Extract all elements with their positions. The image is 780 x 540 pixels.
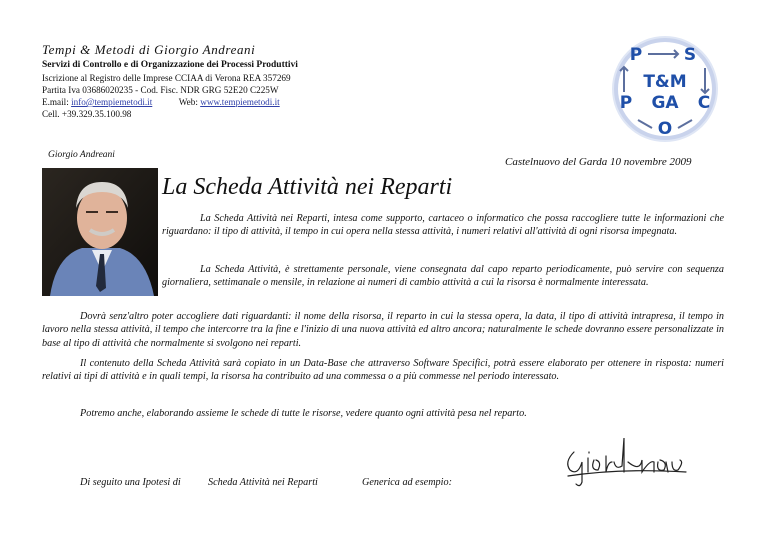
logo-letter: P bbox=[629, 45, 643, 65]
cell-line: Cell. +39.329.35.100.98 bbox=[42, 109, 132, 119]
vat-line: Partita Iva 03686020235 - Cod. Fisc. NDR GRG 52E20 C225W bbox=[42, 85, 279, 95]
email-link[interactable]: info@tempiemetodi.it bbox=[71, 97, 153, 107]
logo-letter: C bbox=[697, 93, 711, 113]
company-title: Tempi & Metodi di Giorgio Andreani bbox=[42, 42, 256, 57]
paragraph: Potremo anche, elaborando assieme le schede di tutte le risorse, vedere quanto ogni attività pesa nel reparto. bbox=[80, 408, 527, 419]
footer-text-2: Scheda Attività nei Reparti bbox=[208, 477, 318, 488]
logo-letter: P bbox=[619, 93, 633, 113]
contact-line bbox=[42, 97, 280, 107]
company-logo bbox=[610, 34, 720, 144]
logo-letter: O bbox=[657, 119, 673, 139]
footer-text-1: Di seguito una Ipotesi di bbox=[80, 477, 181, 488]
logo-letter: GA bbox=[651, 93, 679, 113]
paragraph: La Scheda Attività nei Reparti, intesa come supporto, cartaceo o informatico che possa raccogliere tutte le informazioni che riguardano: il tipo di attività, il tempo in cui opera nella stessa attività, i numeri relativi all'attività di ogni risorsa impegnata. bbox=[162, 213, 724, 238]
web-link[interactable]: www.tempiemetodi.it bbox=[200, 97, 280, 107]
footer-text-3: Generica ad esempio: bbox=[362, 477, 452, 488]
logo-letter: T&M bbox=[643, 72, 687, 92]
photo-caption: Giorgio Andreani bbox=[48, 150, 115, 160]
paragraph: Il contenuto della Scheda Attività sarà copiato in un Data-Base che attraverso Software Specifici, potrà essere elaborato per ottenere in risposta: numeri relativi ai tipi di attività e in quali tempi, la risorsa ha contribuito ad una commessa o a più commesse nel periodo interessato. bbox=[42, 358, 724, 383]
place-date: Castelnuovo del Garda 10 novembre 2009 bbox=[505, 156, 692, 168]
email-label: E.mail: bbox=[42, 97, 69, 107]
handwritten-signature bbox=[560, 432, 690, 488]
paragraph: La Scheda Attività, è strettamente personale, viene consegnata dal capo reparto periodicamente, può servire con sequenza giornaliera, settimanale o mensile, in relazione ai numeri di cambio attività a cui la risorsa è normalmente interessata. bbox=[162, 264, 724, 289]
web-label: Web: bbox=[178, 97, 198, 107]
registry-line: Iscrizione al Registro delle Imprese CCIAA di Verona REA 357269 bbox=[42, 73, 291, 83]
paragraph: Dovrà senz'altro poter accogliere dati riguardanti: il nome della risorsa, il reparto in cui la stessa opera, la data, il tipo di attività intrapresa, il tempo in lavoro nella stessa attività, il tempo che intercorre tra la fine e l'inizio di una nuova attività ed altro ancora; naturalmente le schede dovranno essere personalizzate in base al tipo di attività che normalmente si svolgono nei reparti. bbox=[42, 311, 724, 349]
company-subtitle: Servizi di Controllo e di Organizzazione dei Processi Produttivi bbox=[42, 60, 298, 70]
logo-letter: S bbox=[683, 45, 697, 65]
document-title: La Scheda Attività nei Reparti bbox=[162, 174, 453, 200]
portrait-photo bbox=[42, 168, 158, 296]
